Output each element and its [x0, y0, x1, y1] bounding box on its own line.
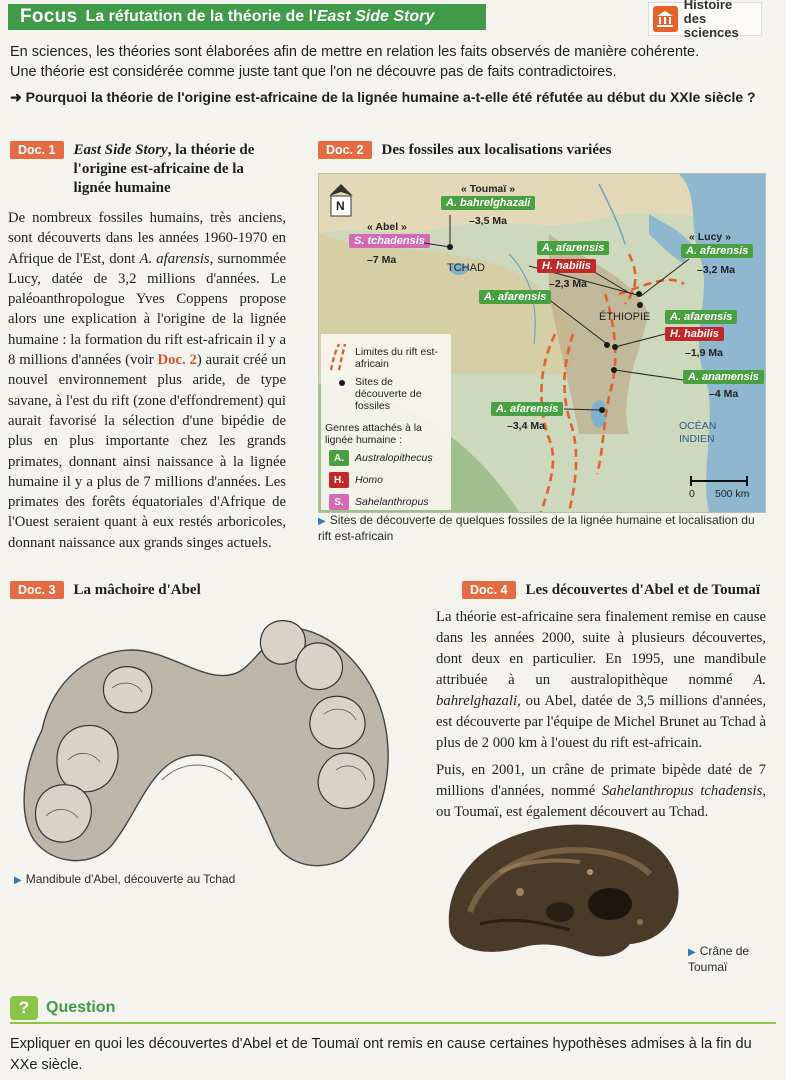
toumai-age: –3,5 Ma: [469, 215, 507, 227]
site-kanapoi: [611, 367, 617, 373]
tag-a-afarensis-4: A. afarensis: [491, 402, 563, 416]
site-laetoli: [599, 407, 605, 413]
scale-bar: [689, 476, 749, 486]
tag-a-anamensis: A. anamensis: [683, 370, 764, 384]
museum-icon: [653, 6, 678, 32]
tag-h-habilis-2: H. habilis: [665, 327, 724, 341]
question-title: Question: [46, 999, 116, 1016]
doc2-reference-link[interactable]: Doc. 2: [157, 352, 197, 369]
focus-label: Focus: [20, 6, 78, 27]
tag-a-afarensis-1: A. afarensis: [537, 241, 609, 255]
question-section: [10, 996, 776, 1076]
doc4-paragraph-2: Puis, en 2001, un crâne de primate bipède daté de 7 millions d'années, nommé Sahelanthropus tchadensis, ou Toumaï, est également découvert au Tchad.: [436, 762, 766, 820]
legend-genres: Genres attachés à la lignée humaine :: [325, 422, 422, 446]
tag-s-tchadensis: S. tchadensis: [349, 234, 430, 248]
doc3-title: La mâchoire d'Abel: [73, 581, 201, 598]
tag-a-afarensis-lucy: A. afarensis: [681, 244, 753, 258]
tag-a-bahrelghazali: A. bahrelghazali: [441, 196, 535, 210]
doc3-label: Doc. 3: [10, 581, 64, 599]
age-3-2: –3,2 Ma: [697, 264, 735, 276]
history-of-science-badge: [648, 0, 762, 40]
badge-line1: Histoire: [683, 0, 733, 12]
badge-line2: des sciences: [683, 11, 739, 40]
toumai-nickname: « Toumaï »: [461, 183, 516, 195]
tag-h-habilis-1: H. habilis: [537, 259, 596, 273]
header: [0, 0, 786, 38]
legend-sahelanthropus: S. Sahelanthropus: [329, 494, 429, 510]
page-title: La réfutation de la théorie de l'East Side Story: [85, 8, 435, 25]
doc4-label: Doc. 4: [462, 581, 516, 599]
scale-km: 500 km: [715, 488, 750, 500]
focus-banner: [8, 4, 486, 30]
caption-arrow-icon: ▶: [318, 516, 326, 527]
doc2-header: [318, 141, 612, 159]
doc3-header: [10, 581, 201, 599]
label-ethiopia: ÉTHIOPIE: [599, 311, 651, 323]
doc2-caption: ▶ Sites de découverte de quelques fossiles de la lignée humaine et localisation du rift est-africain: [318, 513, 755, 543]
doc1-header: [10, 141, 290, 198]
doc4-header: [462, 581, 760, 599]
compass-icon: N: [329, 184, 353, 218]
site-afar: [604, 342, 610, 348]
doc1-title: East Side Story, la théorie de l'origine est-africaine de la lignée humaine: [73, 142, 255, 196]
legend-site-dot: [339, 380, 345, 386]
doc4-text: [436, 607, 766, 829]
rift-legend-icon: [325, 342, 347, 372]
age-1-9: –1,9 Ma: [685, 347, 723, 359]
doc4-paragraph-1: La théorie est-africaine sera finalement remise en cause dans les années 2000, suite à plusieurs découvertes, dont deux en particulier. En 1995, une mandibule attribuée à un australopithèque nommé A. bahrelghazali, ou Abel, datée de 3,5 millions d'années, est découverte par l'équipe de Michel Brunet au Tchad à plus de 2 000 km à l'ouest du rift est-africain.: [436, 609, 766, 751]
question-text: Expliquer en quoi les découvertes d'Abel et de Toumaï ont remis en cause certaines hypothèses admises à la fin du XXe siècle.: [10, 1036, 752, 1073]
age-4: –4 Ma: [709, 388, 739, 400]
site-lucy: [636, 291, 642, 297]
caption-arrow-icon: ▶: [688, 947, 696, 958]
problem-question: ➜ Pourquoi la théorie de l'origine est-africaine de la lignée humaine a-t-elle été réfutée au début du XXIe siècle ?: [10, 89, 756, 105]
map-legend: [321, 334, 451, 510]
site-hadar: [637, 302, 643, 308]
abel-nickname: « Abel »: [367, 221, 407, 233]
tag-a-afarensis-3: A. afarensis: [665, 310, 737, 324]
doc4-caption: ▶ Crâne de Toumaï: [688, 944, 750, 974]
abel-age: –7 Ma: [367, 254, 397, 266]
doc1-text: De nombreux fossiles humains, très anciens, sont découverts dans les années 1960-1970 en Afrique de l'Est, dont A. afarensis, surnommée Lucy, datée de 3,2 millions d'années. Le paléoanthropologue Yves Coppens propose alors une explication à l'origine de la lignée humaine : la formation du rift est-africain il y a 8 millions d'années (voir Doc. 2) aurait créé un nouvel environnement plus aride, de type savane, à l'est du rift (zone d'effondrement) qui aurait favorisé la sélection d'une bipédie de plus en plus importante chez les grands primates, donnant ainsi naissance à la lignée humaine il y a plus de 7 millions d'années. Les primates des forêts équatoriales d'Afrique de l'Ouest seraient quant à eux restés arboricoles, donnant naissance aux grands singes actuels.: [8, 210, 286, 551]
question-icon: ?: [10, 996, 38, 1020]
scale-zero: 0: [689, 488, 695, 500]
doc3-caption: ▶ Mandibule d'Abel, découverte au Tchad: [14, 872, 236, 886]
doc4-title: Les découvertes d'Abel et de Toumaï: [525, 581, 761, 598]
legend-australopithecus: A. Australopithecus: [329, 450, 433, 466]
label-chad: TCHAD: [447, 262, 485, 274]
site-omo: [612, 344, 618, 350]
doc2-title: Des fossiles aux localisations variées: [381, 141, 612, 158]
doc1-label: Doc. 1: [10, 141, 64, 159]
tag-a-afarensis-2: A. afarensis: [479, 290, 551, 304]
legend-homo: H. Homo: [329, 472, 383, 488]
age-3-4: –3,4 Ma: [507, 420, 545, 432]
intro-text: En sciences, les théories sont élaborées afin de mettre en relation les faits observés de manière cohérente. Une théorie est considérée comme juste tant que l'on ne découvre pas de faits contradictoires.: [10, 44, 700, 80]
lucy-nickname: « Lucy »: [689, 231, 732, 243]
label-ocean: OCÉAN INDIEN: [679, 420, 717, 445]
legend-rift: Limites du rift est-africain: [355, 346, 438, 370]
caption-arrow-icon: ▶: [14, 875, 22, 886]
toumai-skull-photo: [440, 812, 686, 962]
abel-mandible-illustration: [12, 610, 396, 874]
legend-sites: Sites de découverte de fossiles: [355, 376, 422, 412]
doc2-label: Doc. 2: [318, 141, 372, 159]
age-2-3: –2,3 Ma: [549, 278, 587, 290]
fossil-map: [318, 173, 766, 513]
